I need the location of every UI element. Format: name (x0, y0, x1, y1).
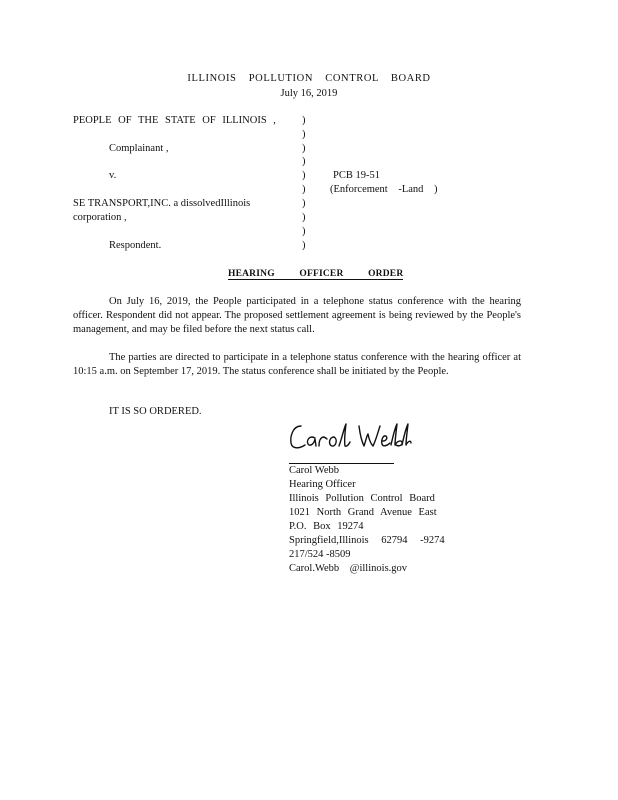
caption-paren: ) (302, 143, 306, 154)
caption-paren: ) (302, 170, 306, 181)
signatory-phone: 217/524 -8509 (289, 549, 351, 560)
signatory-email: Carol.Webb @illinois.gov (289, 563, 408, 574)
agency-name: ILLINOIS POLLUTION CONTROL BOARD (187, 73, 431, 84)
order-title: HEARING OFFICER ORDER (228, 269, 404, 279)
caption-paren: ) (302, 240, 306, 251)
caption-paren: ) (302, 226, 306, 237)
caption-paren: ) (302, 115, 306, 126)
paragraph-status: On July 16, 2019, the People participated in a telephone status conference with the hearing officer. Respondent did not appear. The proposed settlement agreement is being reviewed by the People's management, and may be filed before the next status call. (73, 296, 521, 335)
signatory-po-box: P.O. Box 19274 (289, 521, 364, 532)
caption-defendant-line1: SE TRANSPORT,INC. a dissolvedIllinois (73, 198, 251, 209)
caption-plaintiff: PEOPLE OF THE STATE OF ILLINOIS , (73, 115, 276, 126)
caption-defendant-line2: corporation , (73, 212, 127, 223)
caption-paren: ) (302, 212, 306, 223)
caption-respondent-label: Respondent. (109, 240, 162, 251)
caption-complainant-label: Complainant , (109, 143, 169, 154)
caption-paren: ) (302, 129, 306, 140)
closing-statement: IT IS SO ORDERED. (109, 406, 202, 417)
signatory-city: Springfield,Illinois 62794 -9274 (289, 535, 445, 546)
signatory-street: 1021 North Grand Avenue East (289, 507, 437, 518)
caption-versus: v. (109, 170, 117, 181)
signatory-agency: Illinois Pollution Control Board (289, 493, 435, 504)
signatory-title: Hearing Officer (289, 479, 356, 490)
paragraph-directive: The parties are directed to participate in a telephone status conference with the hearing officer at 10:15 a.m. on September 17, 2019. The status conference shall be initiated by the People. (73, 352, 521, 377)
order-date: July 16, 2019 (280, 88, 338, 99)
case-type: (Enforcement -Land ) (330, 184, 438, 195)
signature-image (287, 418, 412, 458)
caption-paren: ) (302, 198, 306, 209)
caption-paren: ) (302, 156, 306, 167)
case-number: PCB 19-51 (333, 170, 380, 181)
caption-paren: ) (302, 184, 306, 195)
signatory-name: Carol Webb (289, 465, 339, 476)
